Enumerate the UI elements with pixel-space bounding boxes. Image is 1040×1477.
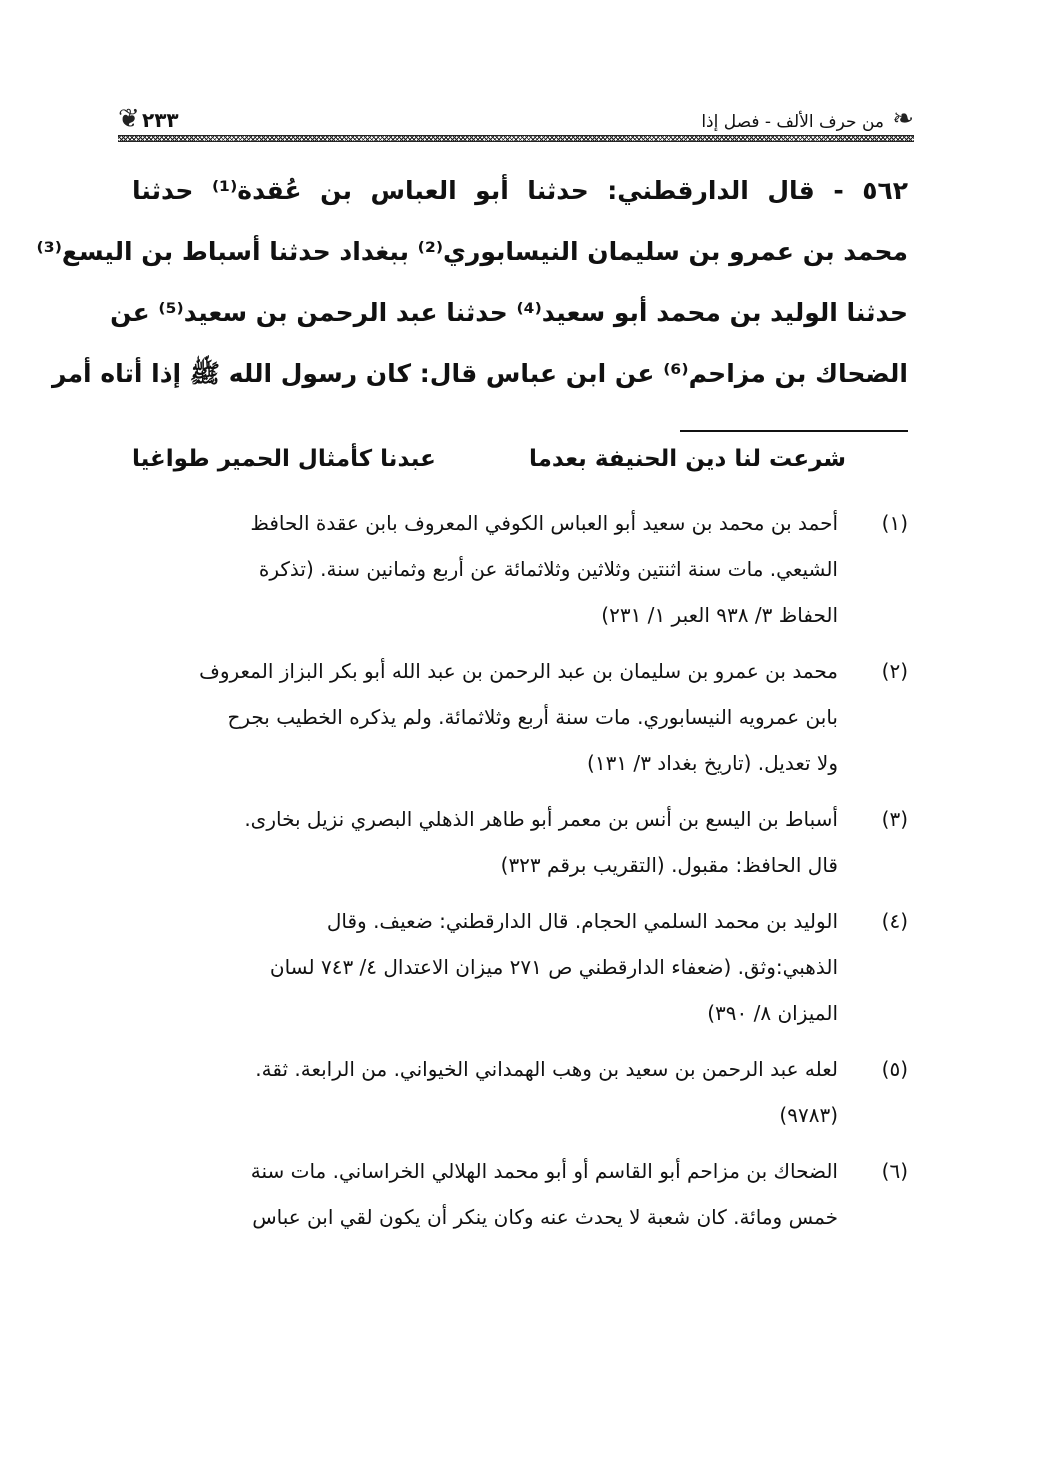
- footnote-line: أحمد بن محمد بن سعيد أبو العباس الكوفي المعروف بابن عقدة الحافظ: [250, 511, 838, 535]
- footnote-number: (٥): [881, 1057, 908, 1081]
- footnote-number: (٢): [881, 659, 908, 683]
- main-text-line: الضحاك بن مزاحم⁽⁶⁾ عن ابن عباس قال: كان رسول الله ﷺ إذا أتاه أمر: [52, 359, 908, 388]
- main-text-line: حدثنا الوليد بن محمد أبو سعيد⁽⁴⁾ حدثنا عبد الرحمن بن سعيد⁽⁵⁾ عن: [110, 298, 908, 327]
- footnote-line: (٩٧٨٣): [779, 1103, 838, 1127]
- header-ornament-right-icon: ❧: [892, 104, 914, 134]
- header-title: من حرف الألف - فصل إذا: [701, 112, 884, 132]
- running-header: [118, 96, 914, 142]
- footnote-item: [132, 1148, 908, 1240]
- footnote-item: [132, 898, 908, 1036]
- footnote-line: لعله عبد الرحمن بن سعيد بن وهب الهمداني الخيواني. من الرابعة. ثقة.: [255, 1057, 838, 1081]
- page-number: ٢٣٣: [142, 108, 179, 132]
- footnote-number: (٦): [881, 1159, 908, 1183]
- footnote-line: الميزان ٨/ ٣٩٠): [707, 1001, 838, 1025]
- main-text-line: ٥٦٢ - قال الدارقطني: حدثنا أبو العباس بن عُقدة⁽¹⁾ حدثنا: [132, 176, 908, 205]
- footnote-line: أسباط بن اليسع بن أنس بن معمر أبو طاهر الذهلي البصري نزيل بخارى.: [244, 807, 838, 831]
- footnote-line: الحفاظ ٣/ ٩٣٨ العبر ١/ ٢٣١): [601, 603, 838, 627]
- footnote-item: [132, 500, 908, 638]
- footnote-separator: [680, 430, 908, 432]
- header-ornament-left-icon: ❦: [118, 104, 140, 134]
- footnote-number: (٣): [881, 807, 908, 831]
- footnote-line: الوليد بن محمد السلمي الحجام. قال الدارقطني: ضعيف. وقال: [326, 909, 838, 933]
- main-text: [36, 160, 908, 404]
- header-divider: [118, 135, 914, 142]
- footnote-line: الضحاك بن مزاحم أبو القاسم أو أبو محمد الهلالي الخراساني. مات سنة: [250, 1159, 838, 1183]
- footnote-number: (١): [881, 511, 908, 535]
- verse-first-hemistich: شرعت لنا دين الحنيفة بعدما: [529, 446, 846, 472]
- footnote-line: ولا تعديل. (تاريخ بغداد ٣/ ١٣١): [587, 751, 838, 775]
- main-text-line: محمد بن عمرو بن سليمان النيسابوري⁽²⁾ ببغداد حدثنا أسباط بن اليسع⁽³⁾: [36, 237, 908, 266]
- footnote-item: [132, 1046, 908, 1138]
- footnote-line: الذهبي:وثق. (ضعفاء الدارقطني ص ٢٧١ ميزان الاعتدال ٤/ ٧٤٣ لسان: [269, 955, 838, 979]
- verse-second-hemistich: عبدنا كأمثال الحمير طواغيا: [132, 446, 436, 472]
- footnote-line: خمس ومائة. كان شعبة لا يحدث عنه وكان ينكر أن يكون لقي ابن عباس: [252, 1205, 838, 1229]
- footnote-line: محمد بن عمرو بن سليمان بن عبد الرحمن بن عبد الله أبو بكر البزاز المعروف: [199, 659, 838, 683]
- footnote-line: قال الحافظ: مقبول. (التقريب برقم ٣٢٣): [500, 853, 838, 877]
- footnote-number: (٤): [881, 909, 908, 933]
- poetry-verse: [132, 436, 908, 486]
- footnotes: [132, 500, 908, 1250]
- footnote-item: [132, 648, 908, 786]
- footnote-item: [132, 796, 908, 888]
- footnote-line: بابن عمرويه النيسابوري. مات سنة أربع وثلاثمائة. ولم يذكره الخطيب بجرح: [227, 705, 838, 729]
- footnote-line: الشيعي. مات سنة اثنتين وثلاثين وثلاثمائة عن أربع وثمانين سنة. (تذكرة: [258, 557, 838, 581]
